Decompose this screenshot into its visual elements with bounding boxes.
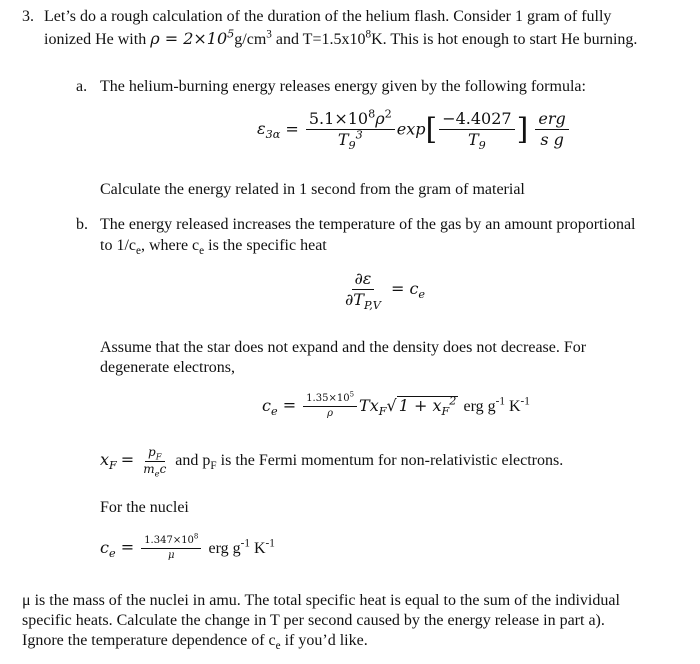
epsilon-symbol: $\varepsilon_{3\alpha}$: [257, 119, 281, 142]
problem-intro-line1: Let’s do a rough calculation of the duration of the helium flash. Consider 1 gram of fully: [44, 8, 612, 25]
intro-text-a: ionized He with: [44, 31, 147, 48]
right-bracket: ]: [516, 111, 529, 147]
problem-intro-line2: [44, 28, 637, 50]
fermi-fraction: $\frac{p_F}{m_ec}$: [143, 445, 167, 479]
part-b-text-line2: to $1/c_e$, where $c_e$ is the specific heat: [100, 237, 327, 258]
part-b-text-line1: The energy released increases the temperature of the gas by an amount proportional: [100, 216, 636, 233]
electron-units: erg $g^{-1}$ $K^{-1}$: [463, 395, 530, 415]
intro-text-b: and T=1.5x10: [271, 31, 366, 48]
equals-sign: =: [285, 119, 299, 139]
fermi-text-sub: F: [210, 460, 217, 473]
left-bracket: [: [425, 111, 438, 147]
temperature-fermi-term: $Tx_F$: [359, 395, 387, 418]
derivative-rhs: = $c_e$: [390, 279, 426, 302]
nuclei-coefficient-fraction: $\frac{1.347\times 10^8}{\mu}$: [141, 535, 201, 561]
cn-symbol: $c_e$: [100, 537, 116, 560]
part-a-calculate: Calculate the energy related in 1 second from the gram of material: [100, 181, 525, 198]
part-a-label: a.: [76, 78, 88, 95]
exponent-fraction: $\frac{-4.4027}{T_9}$: [439, 110, 514, 150]
nuclei-specific-heat-equation: [100, 532, 275, 561]
xf-symbol: $x_F$: [100, 449, 117, 473]
specific-heat-derivative: [340, 269, 426, 313]
derivative-fraction: $\frac{\partial\varepsilon}{\partial T_{P,V}}$: [345, 269, 381, 313]
part-b-label: b.: [76, 216, 88, 233]
rate-coefficient-fraction: $\frac{5.1\times 10^8\rho^2}{T_9^3}$: [306, 110, 395, 150]
exp-function: exp: [396, 119, 426, 139]
fermi-parameter-line: [100, 446, 563, 477]
final-line2: specific heats. Calculate the change in T per second caused by the energy release in part a).: [22, 612, 605, 629]
density-units: $g/cm^3$: [234, 28, 272, 48]
helium-burning-equation: [257, 107, 571, 153]
square-root: √ $1 + x_F^2$: [386, 394, 457, 418]
final-line1: μ is the mass of the nuclei in amu. The total specific heat is equal to the sum of the individual: [22, 592, 620, 609]
fermi-text-a: and p: [171, 451, 211, 469]
nuclei-units: erg $g^{-1}$ $K^{-1}$: [208, 537, 275, 557]
problem-number: 3.: [22, 8, 34, 25]
final-line3: Ignore the temperature dependence of $c_e$ if you’d like.: [22, 632, 368, 653]
electron-specific-heat-equation: [262, 390, 530, 419]
assumption-line2: degenerate electrons,: [100, 359, 236, 376]
intro-text-c: K. This is hot enough to start He burning.: [371, 31, 638, 48]
energy-units-fraction: $\frac{\text{erg}}{\text{s g}}$: [535, 110, 568, 150]
part-a-text: The helium-burning energy releases energy given by the following formula:: [100, 78, 586, 95]
fermi-text-b: is the Fermi momentum for non-relativistic electrons.: [216, 451, 564, 469]
equals-sign: =: [120, 449, 135, 469]
density-expression: $\rho = 2\times 10^5$: [150, 27, 235, 48]
assumption-line1: Assume that the star does not expand and the density does not decrease. For: [100, 339, 587, 356]
equals-sign: =: [120, 537, 135, 557]
ce-symbol: $c_e$: [262, 395, 278, 418]
equals-sign: =: [282, 395, 297, 415]
temperature-exponent: 8: [365, 28, 372, 41]
electron-coefficient-fraction: $\frac{1.35\times 10^5}{\rho}$: [303, 393, 357, 419]
nuclei-label: For the nuclei: [100, 499, 189, 516]
